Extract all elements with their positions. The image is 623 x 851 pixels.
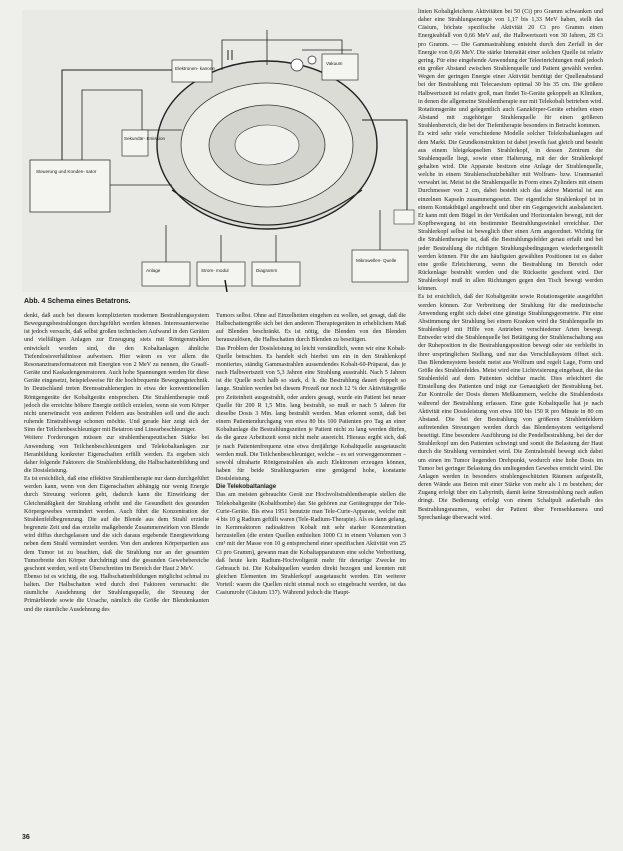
label-vakuum: Vakuum	[326, 61, 343, 66]
figure-caption: Abb. 4 Schema eines Betatrons.	[24, 298, 131, 305]
page-number: 36	[22, 834, 30, 841]
paragraph: Es ist ersichtlich, daß der Kobaltgeräte sowie Rotationsgeräte ausgeführt werden können. Zur Verbreitung der Strahlung für die medizinische Anwendung ergibt sich dabei eine günstige Strahlungsgeometrie. Für eine Abstimmung der Strahlung bei einem Kranken wird die Strahlenquelle im Strahlenkopf mit Hilfe von Antrieben verschiedener Arten bewegt. Entweder wird die Strahlenquelle bei Betätigung der Strahlenschaltung aus der Ruheposition in die Bestrahlungsposition bewegt oder sie verbleibt in ihrer ursprünglichen Stellung, und nur das Verschlußsystem öffnet sich. Das Blendensystem besteht meist aus Wolfram und regelt Lage, Form und Größe des Strahlenfeldes. Meist wird eine Lichtvisierung eingebaut, die das Strahlenfeld auf dem Patienten sichtbar macht. Dies erleichtert die Einstellung des Patienten und trägt zur Genauigkeit der Bestrahlung bei. Zur Kontrolle der Dosis dienen Meßkammern, welche die Strahlendosis während der Bestrahlung erfassen. Eine gute Kobaltquelle hat je nach Aktivität eine Dosisleistung von etwa 100 bis 150 R pro Minute in 80 cm Abstand. Die bei der Bestrahlung von größeren Strahlenfeldern auftretenden Streuungen werden durch das Blendensystem weitgehend beseitigt. Eine besondere Ausführung ist die Pendelbestrahlung, bei der der Strahlerkopf um den Patienten schwingt und somit die Belastung der Haut durch die Strahlung vermindert wird. Die Zentralstrahl bewegt sich dabei um einen im Tumor liegenden Drehpunkt, wodurch eine hohe Dosis im Tumor bei geringer Belastung des umliegenden Gewebes erreicht wird. Die Anlagen werden in besonders strahlengeschützten Räumen aufgestellt, deren Wände aus Beton mit einer Stärke von mehr als 1 m bestehen; der Zugang erfolgt über ein Labyrinth, damit keine Streustrahlung nach außen dringt. Die Bedienung erfolgt von einem Schaltpult außerhalb des Bestrahlungsraumes, wobei der Patient über Fernsehkamera und Sprechanlage überwacht wird.	[418, 294, 603, 521]
label-sekundaer: Sekundär- Emission	[124, 136, 166, 141]
paragraph: denkt, daß auch bei diesem komplizierten modernen Bestrahlungssystem Bewegungsbestrahlungen durchgeführt werden können. Interessanterweise ist jedoch versucht, daß selbst großen technischen Aufwand in den Geräten und vielfältigen Anlagen zur Erzeugung stets mit Röntgenstrahlen entwickelt worden sind, die den Kobaltanlagen ähnliche Tiefendosisverhältnisse aufweisen. Hier wären es vor allem die Resonanztransformatoren mit Energien von 2 MeV zu nennen, die Graaff-Geräte und Kaskadengeneratoren. Auch hohe Spannungen werden für diese Geräte eingesetzt, beispielsweise für die hochfrequente Bewegungstechnik. In Deutschland treten Bremsstrahlenergien in etwa der konventionellen Röntgengeräte der Kobaltgeräte entsprechen. Die Strahlentherapie muß jedoch die erreichte höhere Energie zeitlich erzielen, wenn sie vom Körper nicht unerwünscht von anderen Feldern aus bestrahlen soll und die auch ruhende Einstrahlwege schonen möchte. Und gerade hier zeigt sich der Sinn der Teilchenbeschleuniger mit Betatron und Linearbeschleuniger.	[24, 313, 209, 434]
paragraph: Ebenso ist es wichtig, die sog. Halbschattenbildungen möglichst schmal zu halten. Der Halbschatten wird durch drei Faktoren verursacht: die räumliche Ausdehnung der Strahlungsquelle, die Streuung der Primärblende sowie die Ursache, nämlich die Größe der Blendenkanten und die räumliche Ausdehnung des	[24, 574, 209, 613]
paragraph: Es ist ersichtlich, daß eine effektive Strahlentherapie nur dann durchgeführt werden kann, wenn von den Eigenschaften abhängig nur wenig Energie durch Streuung verloren geht, dadurch kann die Einwirkung der Gleichmäßigkeit der Strahlung erhöht und die Gesundheit des gesunden Körpergewebes vermindert werden. Auch führt die Konzentration der Strahlenfeldbegrenzung. Die auf die Blende aus dem Strahl erzielte begrenzte Zeit und das erzielte maßgebende Zusammenwirken von Blende wird diffus durchgelassen und die sich daraus ergebende Energiewirkung neben dem Strahl vermindert werden. Von den anderen Körperpartien aus dem Tumor ist zu beachten, daß die Strahlung nur an der gesamten Tumorbreite den Körper durchdringt und die gesunden Gewebebereiche geschont werden, weil ein Überschreiten im Bereich der Haut 2 MeV.	[24, 476, 209, 572]
schematic-drawing	[22, 10, 417, 292]
label-diagramm: Diagramm	[256, 268, 278, 273]
label-steuerung: Steuerung und Konden- sator	[36, 169, 97, 174]
label-strom-modul: Strom- modul	[201, 268, 229, 273]
paragraph: Das am meisten gebrauchte Gerät zur Hochvoltstrahlentherapie stellen die Telekobaltgeräte (Kobaltbombe) dar. Sie gehören zur Gerätegruppe der Tele-Curie-Geräte. Bis etwa 1951 benutzte man Tele-Curie-Apparate, welche mit 4 bis 10 g Radium gefüllt waren (Tele-Radium-Therapie). Als es dann gelang, in Kernreaktoren radioaktives Kobalt mit sehr starker Konzentration herzustellen (die ersten Quellen enthielten 1000 Ci in einem Volumen von 3 cm³ mit der Masse von 10 g entsprechend einer spezifischen Aktivität von 25 Ci pro Gramm), gewann man die Kobaltapparaturen eine solche Verbreitung, daß heute kein Radium-Hochvoltgerät mehr für derartige Zwecke im Gebrauch ist. Die Kobaltquellen wurden direkt bezogen und konnten mit gleichen Elementen im Strahlerkopf ausgetauscht werden. Ein weiterer Vorteil: waren die Quellen nicht einmal noch so eingebracht werden, ist das Casiumrohr (Cäsium 137). Während jedoch die Haupt-	[216, 492, 406, 597]
paragraph: linien Kobaltgleichens Aktivitäten bei 50 (Ci) pro Gramm schwanken und daher eine Strahlungsenergie von 1,17 bis 1,33 MeV haben, stellt das Cäsium, höchste spezifische Aktivität 20 Ci pro Gramm einen Energieabfall von 0,66 MeV auf, die Halbwertszeit von 30 Jahren, 28 Ci pro Gramm. — Die Gammastrahlung entsteht durch den Zerfall in der Energie von 0,66 MeV. Die stärke Intensität einer solchen Quelle ist relativ gering. Für eine eingehende Anwendung der Teleeinrichtungen muß jedoch ein großer Abstand zwischen Strahlenquelle und Patient gewählt werden. Wegen der geringen Energie einer Aktivität benötigt der Quellenabstand bei der Bestrahlung mit Telecaesium optimal 30 bis 35 cm. Die größere Halbwertszeit ist relativ groß, man findet Te-Geräte gekoppelt an Kliniken, in denen die allgemeine Strahlentherapie nur mit Telekobalt betrieben wird. Rotationsgeräte und gelegentlich auch Ganzkörper-Geräte erhielten einen Abstand mit zugehöriger Strahlenquelle für einen größeren Strahlenbereich, die bei der Tiefentherapie besonders in Betracht kommen.	[418, 9, 603, 130]
label-kanone: Elektronen- kanone	[175, 66, 215, 71]
label-mikrowellen: Mikrowellen- Quelle	[356, 258, 397, 263]
text-column-1	[24, 312, 209, 837]
section-heading: Die Telekobaltanlage	[216, 483, 277, 491]
paragraph: Das Problem der Dosisleistung ist leicht verständlich, wenn wir eine Kobalt-Quelle betrachten. Es handelt sich hierbei um ein in den Strahlenkopf montiertes, ständig Gammastrahlen aussendendes Kobalt-60-Präparat, das je nach Halbwertszeit von 5,3 Jahren eine Strahlung ausstrahlt. Nach 5 Jahren ist die Quelle noch halb so stark, d. h. die Bestrahlung dauert doppelt so lange. Strahlen werden bei diesem Prozeß nur noch 12 % der Aktivitätsgröße pro Zeiteinheit ausgestrahlt, oder anders gesagt, wurde ein Patient bei neuer Quelle für 200 R 1,5 Min. lang bestrahlt, so muß er nach 5 Jahren für dieselbe Dosis 3 Min. lang bestrahlt werden. Man erkennt somit, daß bei einem Patientendurchgang von etwa 80 bis 100 Patienten pro Tag an einer Kobaltanlage die Bestrahlungszeiten je Patient nicht zu lang werden dürfen, da die ganze Arbeitszeit sonst nicht mehr ausreicht. Hieraus ergibt sich, daß je nach Patientenfrequenz eine etwa dreijährige Kobaltquelle ausgetauscht werden muß. Die Teilchenbeschleuniger, welche – es sei vorweggenommen – sowohl ultraharte Röntgenstrahlen als auch Elektronen erzeugen können, haben für beide Strahlungsarten eine genügend hohe, konstante Dosisleistung.	[216, 345, 406, 483]
label-anlage: Anlage	[146, 268, 161, 273]
text-column-2	[216, 312, 406, 837]
betatron-schematic	[22, 10, 417, 292]
paragraph: Es wird sehr viele verschiedene Modelle solcher Telekobaltanlagen auf dem Markt. Die Grundkonstruktion ist dabei jeweils fast gleich und besteht aus einem bleigekapselten Strahlerkopf, in dessen Zentrum die Strahlenquelle liegt, sowie einer Halterung, mit der der Strahlenkopf gehalten wird. Die Apparate besitzen eine Anlage der Strahlenquelle, welche in einem Strahlenschutzbehälter mit Wolfram- bzw. Uranmantel verwahrt ist. Meist ist die Strahlenquelle in Form eines Zylinders mit einem Durchmesser von 2 cm, dabei besteht sich das aktive Material ist aus einzelnen Kapseln zusammengesetzt. Der eigentliche Strahlenkopf ist in einem Kontaktbügel angebracht und über ein Gegengewicht ausbalanciert. Er kann mit dem Bügel in der Vertikalen und Horizontalen bewegt, mit der Kopfbewegung ist ein bestimmter Bestrahlungswinkel erreichbar. Der Strahlerkopf selbst ist beweglich über einen Arm angeordnet. Wichtig für die Strahlentherapie ist, daß die Bestrahlungsfelder genau erfaßt und bei jeder Bestrahlung die richtigen Strahlungsbedingungen wiederhergestellt werden können. Für die am häufigsten gewählten Positionen ist es daher eine große Erleichterung, wenn die Bestrahlung im Bereich oder Rückenlage bestrahlt werden und die Rückseite geschont wird. Der Strahlerkopf muß in allen Richtungen gegen den Tisch bewegt werden können.	[418, 131, 603, 293]
paragraph: Tumors selbst. Ohne auf Einzelheiten eingehen zu wollen, sei gesagt, daß die Halbschattengröße sich bei den anderen Therapiegeräten in erheblichem Maß auf Blenden beschränkt. Es ist nötig, die Blenden von den Blenden herauszulösen, die Halbschatten durch Blenden zu beseitigen.	[216, 313, 406, 344]
paragraph: Weitere Forderungen müssen zur strahlentherapeutischen Stärke bei Anwendung von Teilchenbeschleunigern und Telekobaltanlagen zur Heranbildung konkreter Eigenschaften erfüllt werden. Es ergeben sich daher folgende Faktoren: die Strahlenbildung, die Halbschattenbildung und die Dosisleistung.	[24, 435, 209, 474]
text-column-3	[418, 8, 603, 838]
